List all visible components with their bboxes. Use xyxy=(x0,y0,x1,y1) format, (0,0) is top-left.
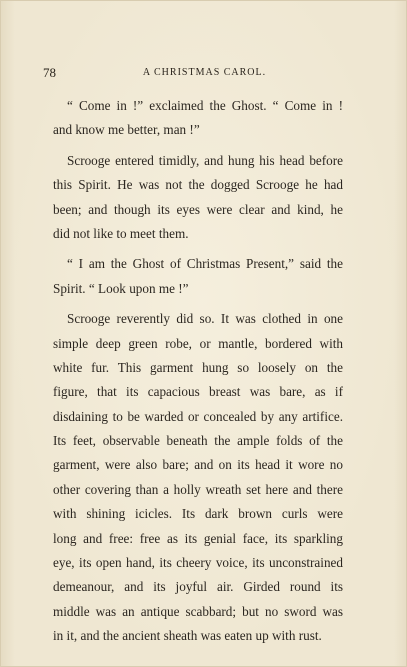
running-head: A CHRISTMAS CAROL. xyxy=(142,67,267,78)
text-line: white fur. This garment hung so loosely on the xyxy=(53,359,343,375)
text-line: eye, its open hand, its cheery voice, its unconstrained xyxy=(53,555,343,571)
text-line: long and free: free as its genial face, its sparkling xyxy=(53,530,343,546)
text-line: Scrooge entered timidly, and hung his head before xyxy=(67,152,343,168)
body-text xyxy=(53,94,343,649)
text-line: other covering than a holly wreath set here and there xyxy=(53,481,343,497)
text-line: “ I am the Ghost of Christmas Present,” said the xyxy=(67,256,343,272)
paragraph xyxy=(53,94,343,143)
text-line: this Spirit. He was not the dogged Scrooge he had xyxy=(53,177,343,193)
text-line: Scrooge reverently did so. It was clothed in one xyxy=(67,311,343,327)
text-line: demeanour, and its joyful air. Girded round its xyxy=(53,579,343,595)
text-line: disdaining to be warded or concealed by any artifice. xyxy=(53,408,343,424)
text-line: middle was an antique scabbard; but no sword was xyxy=(53,603,343,619)
text-line: simple deep green robe, or mantle, bordered with xyxy=(53,335,343,351)
text-line: in it, and the ancient sheath was eaten up with rust. xyxy=(53,628,322,644)
text-line: Spirit. “ Look upon me !” xyxy=(53,280,189,296)
text-line: “ Come in !” exclaimed the Ghost. “ Come in ! xyxy=(67,98,343,113)
text-line: and know me better, man !” xyxy=(53,122,200,138)
paragraph xyxy=(53,307,343,648)
text-line: been; and though its eyes were clear and kind, he xyxy=(53,201,343,217)
text-line: figure, that its capacious breast was bare, as if xyxy=(53,384,343,400)
text-line: garment, were also bare; and on its head it wore no xyxy=(53,457,343,473)
text-line: Its feet, observable beneath the ample folds of the xyxy=(53,433,343,449)
paragraph xyxy=(53,149,343,247)
page-number: 78 xyxy=(43,65,56,80)
page-header xyxy=(1,65,407,85)
text-line: with shining icicles. Its dark brown curls were xyxy=(53,506,343,522)
text-line: did not like to meet them. xyxy=(53,225,189,241)
paragraph xyxy=(53,252,343,301)
